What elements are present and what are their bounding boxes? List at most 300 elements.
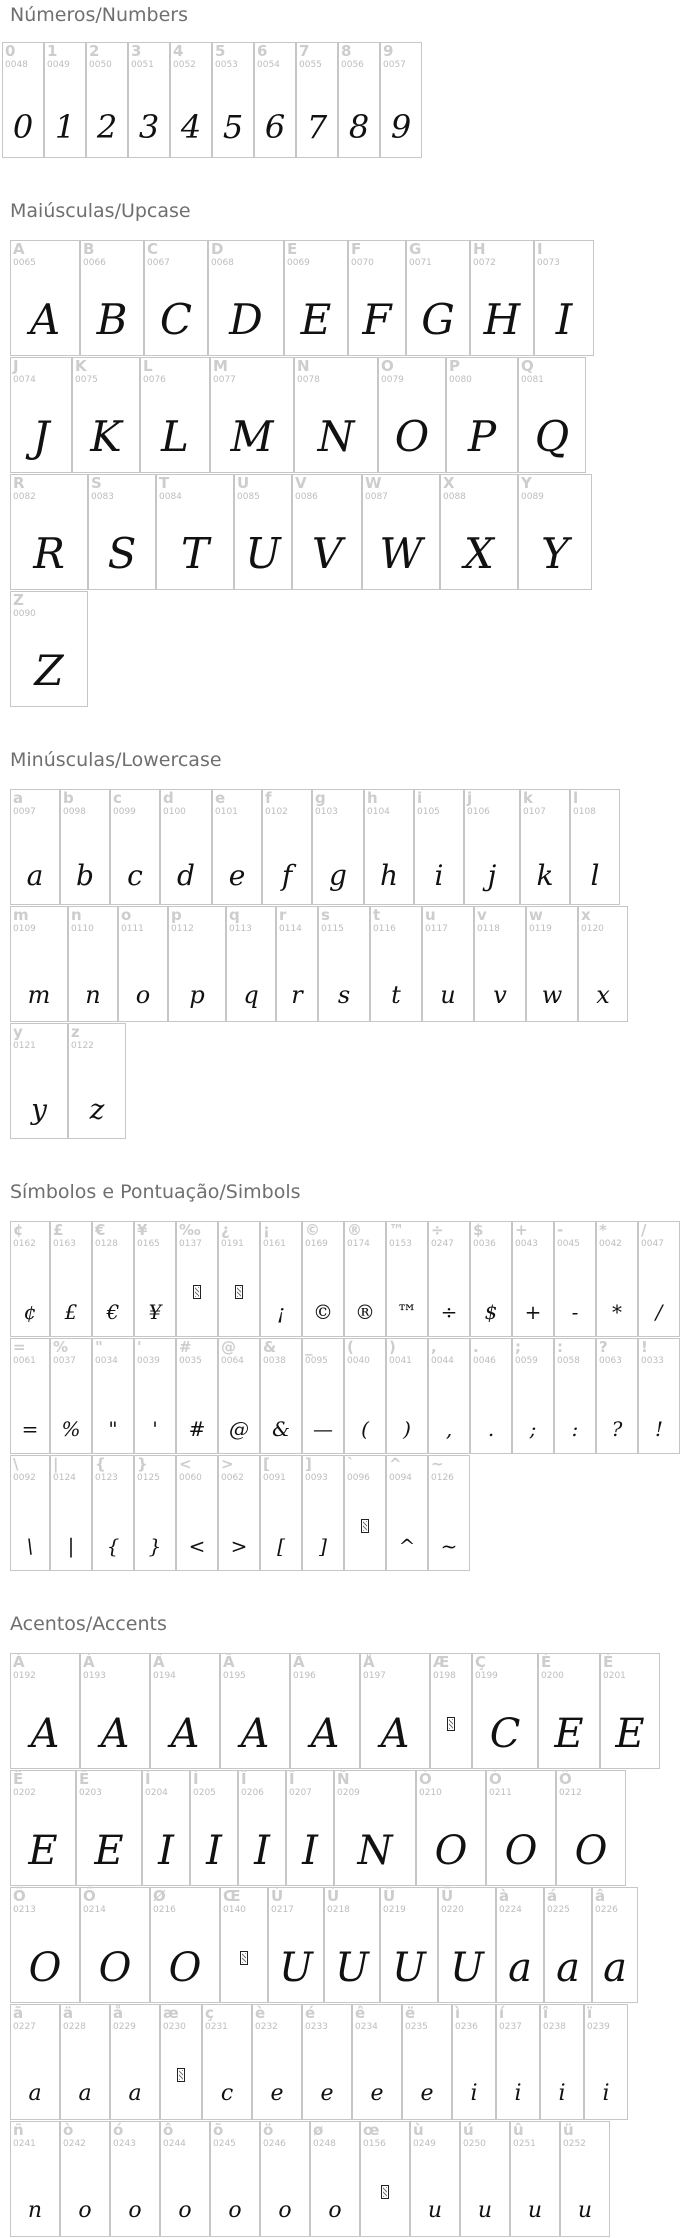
glyph-cell xyxy=(208,240,284,356)
glyph-character-label: 9 xyxy=(383,42,394,60)
glyph-character-label: \ xyxy=(13,1455,19,1473)
glyph-cell xyxy=(10,591,88,707)
glyph-character-label: . xyxy=(473,1338,479,1356)
glyph-cell xyxy=(416,1770,486,1886)
glyph-cell xyxy=(118,906,168,1022)
glyph-code-label: 0046 xyxy=(473,1356,496,1366)
glyph-character-label: í xyxy=(499,2004,505,2022)
glyph-cell xyxy=(318,906,370,1022)
glyph-character-label: a xyxy=(13,789,24,807)
glyph-character-label: u xyxy=(425,906,436,924)
glyph-character-label: Í xyxy=(193,1770,199,1788)
glyph-cell xyxy=(440,474,518,590)
glyph-code-label: 0227 xyxy=(13,2022,36,2032)
glyph-sample: C xyxy=(159,295,193,344)
glyph-cell xyxy=(526,906,578,1022)
glyph-cell xyxy=(176,1455,218,1571)
glyph-cell xyxy=(430,1653,472,1769)
glyph-cell xyxy=(76,1770,142,1886)
glyph-sample: 2 xyxy=(96,108,118,146)
glyph-cell xyxy=(414,789,464,905)
glyph-code-label: 0040 xyxy=(347,1356,370,1366)
missing-glyph-icon xyxy=(235,1285,243,1299)
glyph-cell xyxy=(142,1770,190,1886)
glyph-cell xyxy=(218,1221,260,1337)
glyph-sample: o xyxy=(128,2198,142,2223)
glyph-code-label: 0102 xyxy=(265,807,288,817)
glyph-sample: 4 xyxy=(180,108,202,146)
glyph-character-label: k xyxy=(523,789,533,807)
glyph-sample: K xyxy=(90,412,122,461)
glyph-code-label: 0080 xyxy=(449,375,472,385)
glyph-cell xyxy=(428,1338,470,1454)
missing-glyph-icon xyxy=(177,2068,185,2082)
glyph-character-label: ~ xyxy=(431,1455,444,1473)
glyph-code-label: 0237 xyxy=(499,2022,522,2032)
glyph-code-label: 0059 xyxy=(515,1356,538,1366)
glyph-code-label: 0196 xyxy=(293,1671,316,1681)
glyph-cell xyxy=(584,2004,628,2120)
glyph-code-label: 0039 xyxy=(137,1356,160,1366)
glyph-code-label: 0193 xyxy=(83,1671,106,1681)
glyph-sample: I xyxy=(206,1828,222,1874)
glyph-code-label: 0191 xyxy=(221,1239,244,1249)
glyph-code-label: 0212 xyxy=(559,1788,582,1798)
glyph-cell xyxy=(88,474,156,590)
glyph-code-label: 0124 xyxy=(53,1473,76,1483)
glyph-cell xyxy=(202,2004,252,2120)
glyph-sample: ] xyxy=(319,1534,327,1558)
glyph-sample: £ xyxy=(64,1300,78,1324)
glyph-cell xyxy=(218,1455,260,1571)
glyph-character-label: F xyxy=(351,240,362,258)
glyph-sample: e xyxy=(420,2081,434,2106)
glyph-character-label: Æ xyxy=(433,1653,450,1671)
glyph-cell xyxy=(268,1887,324,2003)
glyph-sample: # xyxy=(188,1417,206,1441)
glyph-code-label: 0068 xyxy=(211,258,234,268)
glyph-code-label: 0206 xyxy=(241,1788,264,1798)
glyph-code-label: 0217 xyxy=(271,1905,294,1915)
glyph-cell xyxy=(538,1653,600,1769)
glyph-character-label: ó xyxy=(113,2121,124,2139)
glyph-character-label: å xyxy=(113,2004,124,2022)
glyph-code-label: 0204 xyxy=(145,1788,168,1798)
glyph-sample: j xyxy=(487,859,497,892)
glyph-code-label: 0205 xyxy=(193,1788,216,1798)
glyph-cell xyxy=(260,1338,302,1454)
glyph-character-label: ¢ xyxy=(13,1221,24,1239)
glyph-cell xyxy=(234,474,292,590)
glyph-sample: ( xyxy=(361,1417,369,1441)
glyph-sample: Q xyxy=(534,412,570,461)
glyph-character-label: ® xyxy=(347,1221,362,1239)
glyph-cell xyxy=(72,357,140,473)
glyph-character-label: V xyxy=(295,474,307,492)
glyph-code-label: 0224 xyxy=(499,1905,522,1915)
glyph-code-label: 0235 xyxy=(405,2022,428,2032)
glyph-code-label: 0093 xyxy=(305,1473,328,1483)
glyph-sample: E xyxy=(615,1711,645,1757)
glyph-character-label: Ç xyxy=(475,1653,487,1671)
glyph-character-label: ñ xyxy=(13,2121,24,2139)
glyph-cell xyxy=(302,1338,344,1454)
glyph-sample: o xyxy=(135,981,151,1009)
glyph-sample: D xyxy=(229,295,263,344)
glyph-cell xyxy=(360,1653,430,1769)
glyph-character-label: ` xyxy=(347,1455,355,1473)
glyph-cell xyxy=(302,2004,352,2120)
glyph-sample: I xyxy=(555,295,573,344)
glyph-character-label: J xyxy=(13,357,19,375)
glyph-character-label: è xyxy=(255,2004,266,2022)
glyph-sample: n xyxy=(85,981,101,1009)
glyph-sample: ÷ xyxy=(440,1300,458,1324)
glyph-character-label: % xyxy=(53,1338,69,1356)
glyph-code-label: 0110 xyxy=(71,924,94,934)
glyph-cell xyxy=(254,42,296,158)
glyph-code-label: 0043 xyxy=(515,1239,538,1249)
glyph-sample: d xyxy=(177,859,195,892)
glyph-sample: a xyxy=(508,1945,532,1991)
glyph-code-label: 0034 xyxy=(95,1356,118,1366)
glyph-cell xyxy=(472,1653,538,1769)
glyph-cell xyxy=(60,2121,110,2237)
glyph-cell xyxy=(86,42,128,158)
glyph-character-label: | xyxy=(53,1455,59,1473)
missing-glyph-icon xyxy=(361,1519,369,1533)
glyph-code-label: 0084 xyxy=(159,492,182,502)
glyph-code-label: 0089 xyxy=(521,492,544,502)
glyph-character-label: @ xyxy=(221,1338,236,1356)
glyph-code-label: 0192 xyxy=(13,1671,36,1681)
glyph-cell xyxy=(2,42,44,158)
glyph-code-label: 0121 xyxy=(13,1041,36,1051)
glyph-code-label: 0056 xyxy=(341,60,364,70)
glyph-cell xyxy=(378,357,446,473)
glyph-character-label: 8 xyxy=(341,42,352,60)
missing-glyph-icon xyxy=(447,1717,455,1731)
glyph-code-label: 0249 xyxy=(413,2139,436,2149)
glyph-cell xyxy=(150,1653,220,1769)
glyph-sample: E xyxy=(28,1828,58,1874)
glyph-sample: q xyxy=(243,981,259,1009)
glyph-code-label: 0209 xyxy=(337,1788,360,1798)
glyph-character-label: f xyxy=(265,789,272,807)
glyph-code-label: 0100 xyxy=(163,807,186,817)
glyph-code-label: 0038 xyxy=(263,1356,286,1366)
glyph-character-label: æ xyxy=(163,2004,179,2022)
glyph-character-label: ø xyxy=(313,2121,324,2139)
glyph-character-label: , xyxy=(431,1338,437,1356)
glyph-code-label: 0048 xyxy=(5,60,28,70)
glyph-sample: i xyxy=(558,2081,566,2106)
glyph-character-label: z xyxy=(71,1023,80,1041)
glyph-sample: | xyxy=(67,1534,75,1558)
glyph-code-label: 0077 xyxy=(213,375,236,385)
glyph-code-label: 0035 xyxy=(179,1356,202,1366)
glyph-character-label: Á xyxy=(83,1653,95,1671)
glyph-character-label: ç xyxy=(205,2004,214,2022)
glyph-character-label: ã xyxy=(13,2004,24,2022)
glyph-character-label: Ö xyxy=(83,1887,96,1905)
glyph-code-label: 0213 xyxy=(13,1905,36,1915)
glyph-code-label: 0097 xyxy=(13,807,36,817)
glyph-sample: a xyxy=(26,859,44,892)
glyph-code-label: 0220 xyxy=(441,1905,464,1915)
glyph-character-label: É xyxy=(603,1653,614,1671)
glyph-character-label: Ò xyxy=(419,1770,432,1788)
glyph-sample: W xyxy=(379,529,423,578)
glyph-cell xyxy=(156,474,234,590)
glyph-cell xyxy=(474,906,526,1022)
glyph-sample: [ xyxy=(277,1534,285,1558)
glyph-code-label: 0055 xyxy=(299,60,322,70)
glyph-character-label: ] xyxy=(305,1455,312,1473)
glyph-character-label: € xyxy=(95,1221,106,1239)
glyph-character-label: Ù xyxy=(271,1887,284,1905)
glyph-sample: $ xyxy=(484,1300,498,1324)
glyph-cell xyxy=(50,1455,92,1571)
glyph-cell xyxy=(160,2004,202,2120)
glyph-sample: A xyxy=(310,1711,340,1757)
glyph-cell xyxy=(592,1887,638,2003)
glyph-code-label: 0243 xyxy=(113,2139,136,2149)
glyph-sample: u xyxy=(477,2198,493,2223)
glyph-character-label: é xyxy=(305,2004,316,2022)
glyph-cell xyxy=(212,42,254,158)
glyph-character-label: h xyxy=(367,789,378,807)
glyph-code-label: 0248 xyxy=(313,2139,336,2149)
glyph-code-label: 0108 xyxy=(573,807,596,817)
glyph-code-label: 0079 xyxy=(381,375,404,385)
glyph-character-label: { xyxy=(95,1455,106,1473)
glyph-code-label: 0098 xyxy=(63,807,86,817)
glyph-character-label: w xyxy=(529,906,543,924)
glyph-sample: ) xyxy=(403,1417,411,1441)
glyph-character-label: r xyxy=(279,906,287,924)
glyph-code-label: 0090 xyxy=(13,609,36,619)
glyph-character-label: : xyxy=(557,1338,563,1356)
glyph-sample: 0 xyxy=(12,108,34,146)
glyph-sample: A xyxy=(100,1711,130,1757)
glyph-code-label: 0045 xyxy=(557,1239,580,1249)
glyph-cell xyxy=(134,1338,176,1454)
section-heading-lowercase: Minúsculas/Lowercase xyxy=(10,749,222,771)
glyph-code-label: 0085 xyxy=(237,492,260,502)
glyph-character-label: P xyxy=(449,357,460,375)
glyph-sample: b xyxy=(76,859,94,892)
glyph-sample: e xyxy=(270,2081,284,2106)
glyph-character-label: Ô xyxy=(559,1770,572,1788)
glyph-cell xyxy=(50,1338,92,1454)
glyph-sample: a xyxy=(78,2081,92,2106)
glyph-character-label: Î xyxy=(241,1770,247,1788)
missing-glyph-icon xyxy=(193,1285,201,1299)
glyph-character-label: ä xyxy=(63,2004,74,2022)
glyph-character-label: / xyxy=(641,1221,647,1239)
glyph-character-label: W xyxy=(365,474,382,492)
glyph-cell xyxy=(428,1221,470,1337)
glyph-character-label: ' xyxy=(137,1338,142,1356)
glyph-cell xyxy=(364,789,414,905)
glyph-sample: e xyxy=(228,859,246,892)
glyph-sample: h xyxy=(379,859,399,892)
glyph-sample: O xyxy=(168,1945,202,1991)
glyph-code-label: 0216 xyxy=(153,1905,176,1915)
glyph-code-label: 0115 xyxy=(321,924,344,934)
glyph-character-label: Ï xyxy=(289,1770,295,1788)
glyph-sample: A xyxy=(29,295,61,344)
glyph-cell xyxy=(338,42,380,158)
glyph-sample: / xyxy=(655,1300,663,1324)
glyph-cell xyxy=(370,906,422,1022)
glyph-cell xyxy=(310,2121,360,2237)
glyph-sample: I xyxy=(302,1828,318,1874)
glyph-code-label: 0233 xyxy=(305,2022,328,2032)
glyph-code-label: 0199 xyxy=(475,1671,498,1681)
glyph-cell xyxy=(210,357,294,473)
glyph-character-label: B xyxy=(83,240,95,258)
glyph-cell xyxy=(496,2004,540,2120)
glyph-cell xyxy=(212,789,262,905)
glyph-cell xyxy=(144,240,208,356)
glyph-sample: i xyxy=(514,2081,522,2106)
glyph-character-label: ü xyxy=(563,2121,574,2139)
glyph-sample: - xyxy=(571,1300,579,1324)
glyph-character-label: T xyxy=(159,474,170,492)
glyph-code-label: 0094 xyxy=(389,1473,412,1483)
glyph-code-label: 0120 xyxy=(581,924,604,934)
glyph-character-label: G xyxy=(409,240,422,258)
glyph-code-label: 0058 xyxy=(557,1356,580,1366)
glyph-sample: c xyxy=(127,859,143,892)
section-heading-symbols: Símbolos e Pontuação/Simbols xyxy=(10,1181,301,1203)
glyph-code-label: 0060 xyxy=(179,1473,202,1483)
glyph-character-label: ; xyxy=(515,1338,521,1356)
glyph-sample: a xyxy=(603,1945,627,1991)
glyph-code-label: 0033 xyxy=(641,1356,664,1366)
glyph-cell xyxy=(92,1221,134,1337)
glyph-character-label: ê xyxy=(355,2004,366,2022)
glyph-code-label: 0162 xyxy=(13,1239,36,1249)
glyph-code-label: 0101 xyxy=(215,807,238,817)
glyph-sample: ® xyxy=(355,1300,375,1324)
glyph-sample: > xyxy=(230,1534,248,1558)
glyph-character-label: Ó xyxy=(489,1770,502,1788)
glyph-sample: — xyxy=(313,1417,333,1441)
glyph-sample: o xyxy=(328,2198,342,2223)
glyph-code-label: 0083 xyxy=(91,492,114,502)
glyph-sample: c xyxy=(220,2081,234,2106)
glyph-sample: i xyxy=(470,2081,478,2106)
glyph-code-label: 0229 xyxy=(113,2022,136,2032)
glyph-character-label: E xyxy=(287,240,298,258)
glyph-sample: T xyxy=(180,529,209,578)
glyph-cell xyxy=(218,1338,260,1454)
glyph-code-label: 0051 xyxy=(131,60,154,70)
glyph-code-label: 0195 xyxy=(223,1671,246,1681)
glyph-sample: N xyxy=(357,1828,393,1874)
glyph-cell xyxy=(554,1221,596,1337)
glyph-code-label: 0052 xyxy=(173,60,196,70)
glyph-character-label: C xyxy=(147,240,159,258)
glyph-cell xyxy=(352,2004,402,2120)
glyph-character-label: õ xyxy=(213,2121,224,2139)
glyph-cell xyxy=(518,357,586,473)
glyph-character-label: Ã xyxy=(223,1653,235,1671)
glyph-cell xyxy=(80,1887,150,2003)
glyph-cell xyxy=(570,789,620,905)
section-heading-accents: Acentos/Accents xyxy=(10,1613,167,1635)
glyph-code-label: 0057 xyxy=(383,60,406,70)
glyph-cell xyxy=(386,1338,428,1454)
glyph-cell xyxy=(190,1770,238,1886)
glyph-sample: i xyxy=(602,2081,610,2106)
glyph-code-label: 0065 xyxy=(13,258,36,268)
glyph-character-label: ì xyxy=(455,2004,461,2022)
glyph-cell xyxy=(140,357,210,473)
glyph-cell xyxy=(220,1887,268,2003)
glyph-code-label: 0073 xyxy=(537,258,560,268)
glyph-character-label: L xyxy=(143,357,153,375)
glyph-character-label: c xyxy=(113,789,122,807)
glyph-sample: o xyxy=(178,2198,192,2223)
glyph-sample: N xyxy=(317,412,355,461)
glyph-cell xyxy=(260,1455,302,1571)
glyph-cell xyxy=(60,2004,110,2120)
glyph-cell xyxy=(344,1455,386,1571)
glyph-sample: P xyxy=(467,412,497,461)
glyph-code-label: 0053 xyxy=(215,60,238,70)
glyph-cell xyxy=(260,2121,310,2237)
glyph-code-label: 0198 xyxy=(433,1671,456,1681)
glyph-cell xyxy=(554,1338,596,1454)
glyph-character-label: â xyxy=(595,1887,606,1905)
glyph-cell xyxy=(302,1455,344,1571)
glyph-sample: u xyxy=(427,2198,443,2223)
glyph-sample: B xyxy=(96,295,128,344)
glyph-code-label: 0104 xyxy=(367,807,390,817)
glyph-code-label: 0081 xyxy=(521,375,544,385)
glyph-character-label: ÷ xyxy=(431,1221,444,1239)
glyph-code-label: 0047 xyxy=(641,1239,664,1249)
glyph-cell xyxy=(44,42,86,158)
glyph-character-label: b xyxy=(63,789,74,807)
glyph-cell xyxy=(260,1221,302,1337)
glyph-character-label: S xyxy=(91,474,102,492)
glyph-character-label: 7 xyxy=(299,42,310,60)
glyph-sample: E xyxy=(94,1828,124,1874)
glyph-cell xyxy=(10,1455,50,1571)
glyph-cell xyxy=(470,1338,512,1454)
glyph-code-label: 0064 xyxy=(221,1356,244,1366)
glyph-character-label: m xyxy=(13,906,29,924)
glyph-character-label: o xyxy=(121,906,132,924)
glyph-character-label: ¥ xyxy=(137,1221,148,1239)
glyph-character-label: ¡ xyxy=(263,1221,270,1239)
glyph-sample: @ xyxy=(229,1417,249,1441)
glyph-cell xyxy=(402,2004,452,2120)
glyph-cell xyxy=(446,357,518,473)
glyph-code-label: 0118 xyxy=(477,924,500,934)
glyph-sample: Z xyxy=(34,646,64,695)
glyph-character-label: û xyxy=(513,2121,524,2139)
glyph-cell xyxy=(176,1221,218,1337)
glyph-character-label: t xyxy=(373,906,381,924)
glyph-cell xyxy=(296,42,338,158)
glyph-cell xyxy=(540,2004,584,2120)
